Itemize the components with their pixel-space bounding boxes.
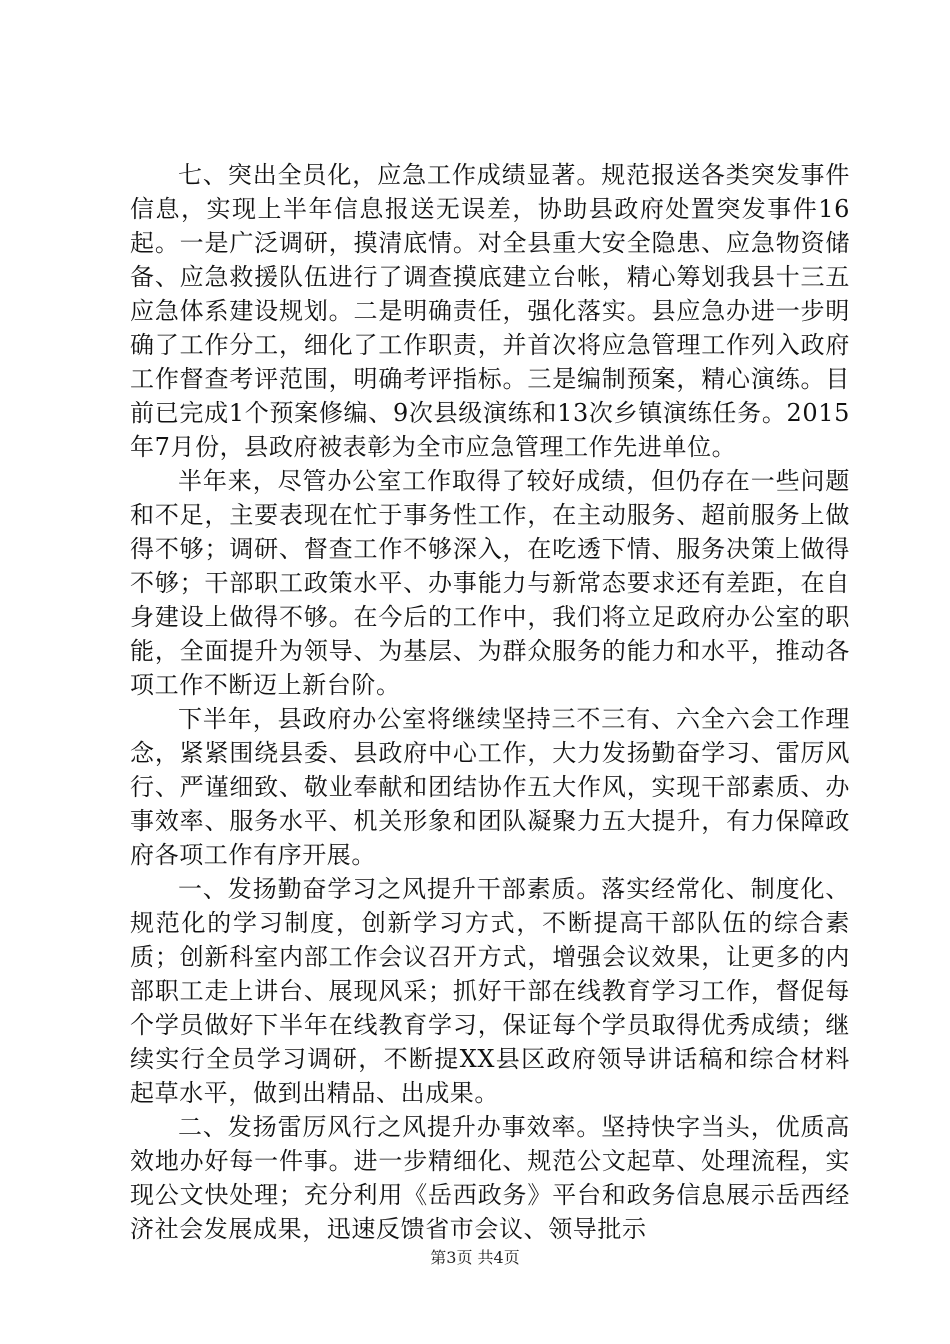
paragraph-shortcomings: 半年来，尽管办公室工作取得了较好成绩，但仍存在一些问题和不足，主要表现在忙于事务性工作，在主动服务、超前服务上做得不够；调研、督查工作不够深入，在吃透下情、服务决策上做得不够；干部职工政策水平、办事能力与新常态要求还有差距，在自身建设上做得不够。在今后的工作中，我们将立足政府办公室的职能，全面提升为领导、为基层、为群众服务的能力和水平，推动各项工作不断迈上新台阶。 <box>130 467 850 699</box>
paragraph-study-style: 一、发扬勤奋学习之风提升干部素质。落实经常化、制度化、规范化的学习制度，创新学习方式，不断提高干部队伍的综合素质；创新科室内部工作会议召开方式，增强会议效果，让更多的内部职工走上讲台、展现风采；抓好干部在线教育学习工作，督促每个学员做好下半年在线教育学习，保证每个学员取得优秀成绩；继续实行全员学习调研，不断提XX县区政府领导讲话稿和综合材料起草水平，做到出精品、出成果。 <box>130 875 850 1107</box>
document-body <box>130 158 850 1246</box>
paragraph-efficiency-style: 二、发扬雷厉风行之风提升办事效率。坚持快字当头，优质高效地办好每一件事。进一步精细化、规范公文起草、处理流程，实现公文快处理；充分利用《岳西政务》平台和政务信息展示岳西经济社会发展成果，迅速反馈省市会议、领导批示 <box>130 1113 850 1243</box>
paragraph-second-half-plan: 下半年，县政府办公室将继续坚持三不三有、六全六会工作理念，紧紧围绕县委、县政府中心工作，大力发扬勤奋学习、雷厉风行、严谨细致、敬业奉献和团结协作五大作风，实现干部素质、办事效率、服务水平、机关形象和团队凝聚力五大提升，有力保障政府各项工作有序开展。 <box>130 705 850 869</box>
page-number-footer: 第3页 共4页 <box>430 1248 520 1267</box>
paragraph-emergency-work: 七、突出全员化，应急工作成绩显著。规范报送各类突发事件信息，实现上半年信息报送无误差，协助县政府处置突发事件16起。一是广泛调研，摸清底情。对全县重大安全隐患、应急物资储备、应急救援队伍进行了调查摸底建立台帐，精心筹划我县十三五应急体系建设规划。二是明确责任，强化落实。县应急办进一步明确了工作分工，细化了工作职责，并首次将应急管理工作列入政府工作督查考评范围，明确考评指标。三是编制预案，精心演练。目前已完成1个预案修编、9次县级演练和13次乡镇演练任务。2015年7月份，县政府被表彰为全市应急管理工作先进单位。 <box>130 161 850 461</box>
